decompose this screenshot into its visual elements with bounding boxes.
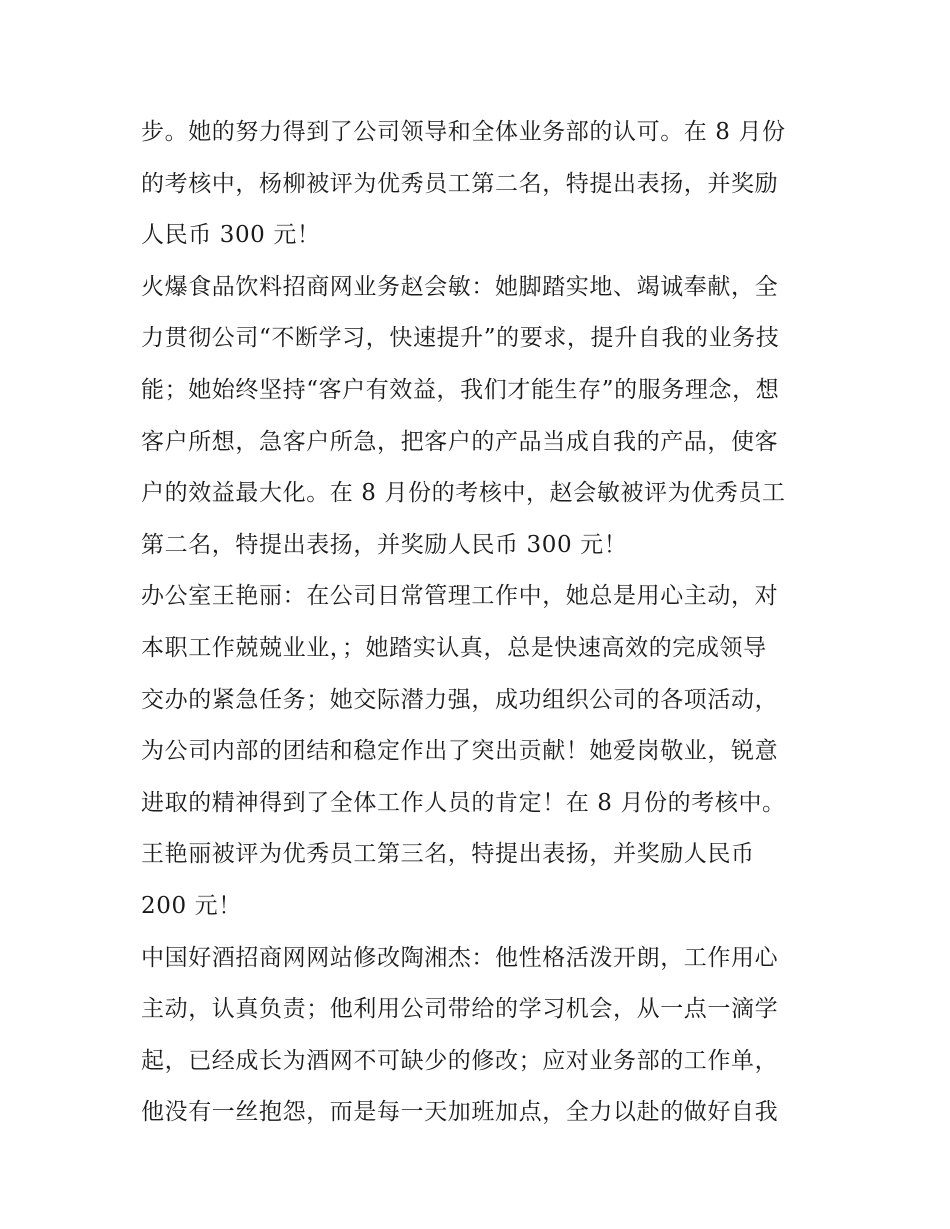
text-line: 为公司内部的团结和稳定作出了突出贡献！她爱岗敬业，锐意 [141,738,779,765]
text-line: 火爆食品饮料招商网业务赵会敏：她脚踏实地、竭诚奉献，全 [141,273,779,300]
text-line: 第二名，特提出表扬，并奖励人民币 300 元！ [141,531,628,558]
text-line: 进取的精神得到了全体工作人员的肯定！在 8 月份的考核中。 [141,789,786,816]
text-line: 户的效益最大化。在 8 月份的考核中，赵会敏被评为优秀员工 [141,480,786,507]
text-line: 本职工作兢兢业业，；她踏实认真，总是快速高效的完成领导 [141,634,767,661]
text-line: 200 元！ [141,892,242,919]
text-line: 起，已经成长为酒网不可缺少的修改；应对业务部的工作单， [141,1047,779,1074]
text-line: 王艳丽被评为优秀员工第三名，特提出表扬，并奖励人民币 [141,841,755,868]
document-body [141,107,813,1139]
text-line: 客户所想，急客户所急，把客户的产品当成自我的产品，使客 [141,428,779,455]
text-line: 办公室王艳丽：在公司日常管理工作中，她总是用心主动，对 [141,583,779,610]
text-line: 人民币 300 元！ [141,222,321,249]
text-line: 中国好酒招商网网站修改陶湘杰：他性格活泼开朗，工作用心 [141,944,779,971]
text-line: 他没有一丝抱怨，而是每一天加班加点，全力以赴的做好自我 [141,1099,779,1126]
text-line: 交办的紧急任务；她交际潜力强，成功组织公司的各项活动， [141,686,779,713]
text-line: 主动，认真负责；他利用公司带给的学习机会，从一点一滴学 [141,996,779,1023]
text-line: 步。她的努力得到了公司领导和全体业务部的认可。在 8 月份 [141,119,786,145]
text-line: 力贯彻公司“不断学习，快速提升”的要求，提升自我的业务技 [141,325,780,352]
text-line: 能；她始终坚持“客户有效益，我们才能生存”的服务理念，想 [141,376,780,403]
text-line: 的考核中，杨柳被评为优秀员工第二名，特提出表扬，并奖励 [141,170,779,197]
